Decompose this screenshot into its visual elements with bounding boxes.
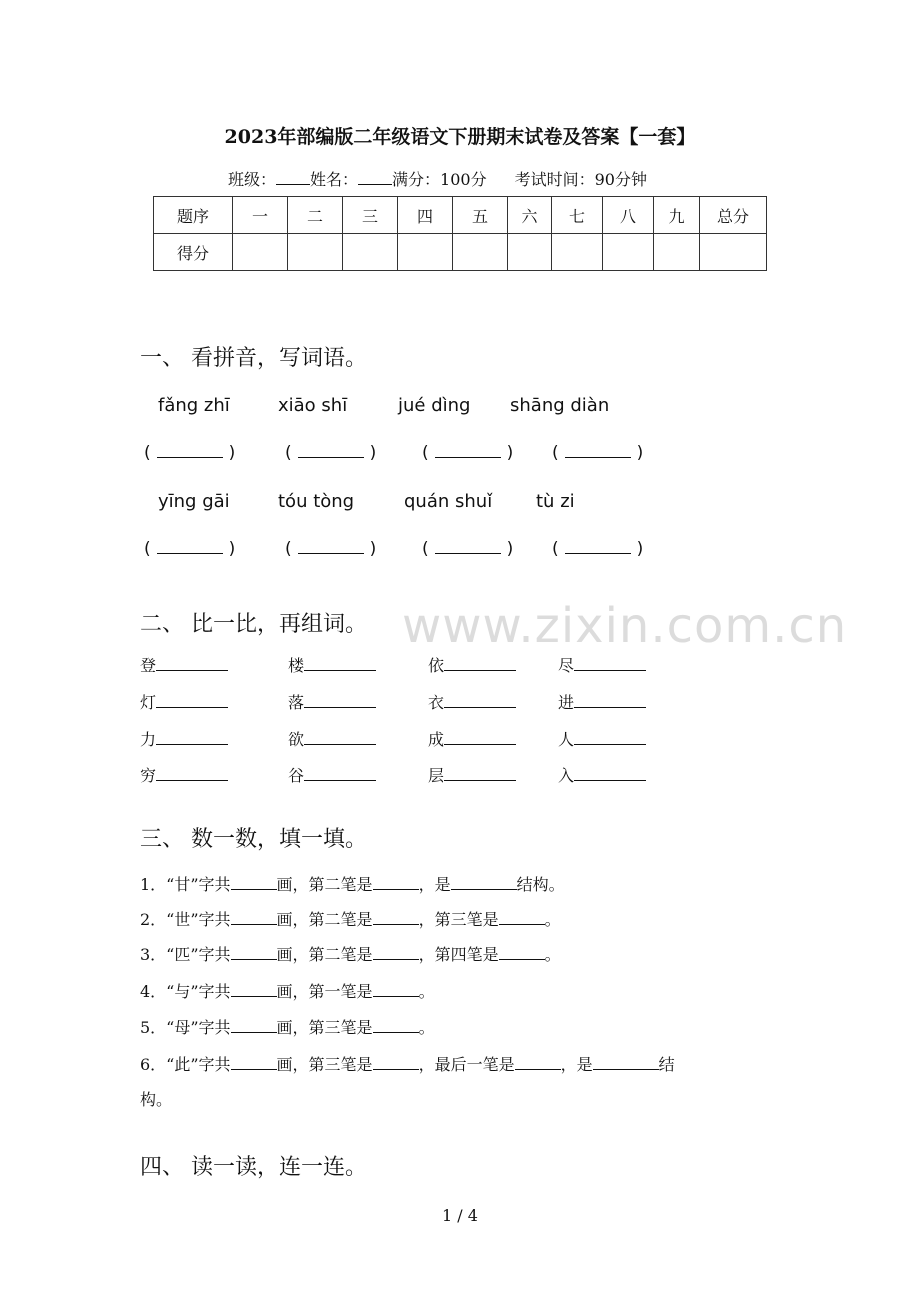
score-label: 满分：100分 xyxy=(392,170,487,189)
table-header-cell: 八 xyxy=(603,197,654,234)
pinyin-item: tóu tòng xyxy=(278,491,355,512)
compare-char: 人 xyxy=(558,730,575,749)
score-table xyxy=(153,196,767,271)
watermark: www.zixin.com.cn xyxy=(402,598,848,654)
compare-item xyxy=(140,727,228,750)
score-cell[interactable] xyxy=(233,234,288,271)
compare-blank[interactable] xyxy=(304,656,376,671)
paren-close: ) xyxy=(369,539,377,559)
answer-blank[interactable] xyxy=(422,539,513,559)
table-header-cell: 五 xyxy=(453,197,508,234)
compare-item xyxy=(428,763,516,786)
table-header-cell: 三 xyxy=(343,197,398,234)
section4-heading: 四、 读一读，连一连。 xyxy=(140,1155,367,1180)
name-blank[interactable] xyxy=(358,170,392,185)
answer-blank[interactable] xyxy=(373,945,419,960)
compare-blank[interactable] xyxy=(156,693,228,708)
answer-blank[interactable] xyxy=(231,945,277,960)
answer-blank[interactable] xyxy=(451,875,517,890)
compare-blank[interactable] xyxy=(574,766,646,781)
answer-blank[interactable] xyxy=(515,1055,561,1070)
compare-item xyxy=(288,653,376,676)
table-header-cell: 九 xyxy=(654,197,700,234)
compare-char: 灯 xyxy=(140,693,157,712)
compare-char: 登 xyxy=(140,656,157,675)
compare-blank[interactable] xyxy=(444,656,516,671)
compare-char: 入 xyxy=(558,766,575,785)
question-3: 3．“匹”字共 画，第二笔是 ，第四笔是 。 xyxy=(140,945,561,964)
answer-blank[interactable] xyxy=(373,982,419,997)
score-cell[interactable] xyxy=(603,234,654,271)
compare-item xyxy=(558,653,646,676)
answer-blank[interactable] xyxy=(231,1018,277,1033)
paren-open: ( xyxy=(144,443,151,463)
answer-blank[interactable] xyxy=(552,539,643,559)
compare-char: 成 xyxy=(428,730,445,749)
score-table-header-row xyxy=(154,197,767,234)
answer-blank[interactable] xyxy=(285,443,376,463)
pinyin-item: shāng diàn xyxy=(510,395,610,416)
score-table-score-row xyxy=(154,234,767,271)
paren-open: ( xyxy=(552,443,559,463)
compare-blank[interactable] xyxy=(574,730,646,745)
compare-char: 尽 xyxy=(558,656,575,675)
answer-blank[interactable] xyxy=(231,982,277,997)
question-2: 2．“世”字共 画，第二笔是 ，第三笔是 。 xyxy=(140,910,561,929)
answer-blank[interactable] xyxy=(285,539,376,559)
score-cell[interactable] xyxy=(508,234,552,271)
score-cell[interactable] xyxy=(398,234,453,271)
section3-heading: 三、 数一数，填一填。 xyxy=(140,827,367,852)
pinyin-item: fǎng zhī xyxy=(158,395,230,416)
compare-item xyxy=(288,763,376,786)
class-blank[interactable] xyxy=(276,170,310,185)
compare-item xyxy=(140,690,228,713)
score-cell[interactable] xyxy=(654,234,700,271)
table-header-cell: 二 xyxy=(288,197,343,234)
section1-heading: 一、 看拼音，写词语。 xyxy=(140,346,367,371)
compare-item xyxy=(428,727,516,750)
compare-blank[interactable] xyxy=(156,766,228,781)
table-header-cell: 四 xyxy=(398,197,453,234)
page-title: 2023年部编版二年级语文下册期末试卷及答案【一套】 xyxy=(224,126,696,148)
compare-char: 衣 xyxy=(428,693,445,712)
paren-close: ) xyxy=(369,443,377,463)
score-cell[interactable] xyxy=(700,234,767,271)
compare-char: 力 xyxy=(140,730,157,749)
answer-blank[interactable] xyxy=(593,1055,659,1070)
table-header-cell: 总分 xyxy=(700,197,767,234)
question-6: 6．“此”字共 画，第三笔是 ，最后一笔是 ，是 结 xyxy=(140,1055,675,1074)
compare-char: 楼 xyxy=(288,656,305,675)
compare-item xyxy=(558,727,646,750)
paren-close: ) xyxy=(228,539,236,559)
question-6-continued: 构。 xyxy=(140,1090,173,1109)
paren-open: ( xyxy=(422,539,429,559)
paren-open: ( xyxy=(144,539,151,559)
compare-item xyxy=(558,763,646,786)
compare-blank[interactable] xyxy=(574,693,646,708)
compare-item xyxy=(288,690,376,713)
page-number: 1 / 4 xyxy=(442,1206,478,1225)
section2-heading: 二、 比一比，再组词。 xyxy=(140,612,367,637)
compare-blank[interactable] xyxy=(156,656,228,671)
pinyin-item: yīng gāi xyxy=(158,491,230,512)
compare-char: 谷 xyxy=(288,766,305,785)
answer-blank[interactable] xyxy=(499,945,545,960)
pinyin-item: xiāo shī xyxy=(278,395,348,416)
answer-blank[interactable] xyxy=(231,875,277,890)
answer-blank[interactable] xyxy=(231,910,277,925)
answer-blank[interactable] xyxy=(231,1055,277,1070)
exam-meta xyxy=(228,167,647,190)
answer-blank[interactable] xyxy=(499,910,545,925)
table-header-cell: 题序 xyxy=(154,197,233,234)
pinyin-item: quán shuǐ xyxy=(404,491,493,512)
paren-close: ) xyxy=(506,443,514,463)
answer-blank[interactable] xyxy=(422,443,513,463)
compare-item xyxy=(558,690,646,713)
score-cell[interactable] xyxy=(552,234,603,271)
answer-blank[interactable] xyxy=(552,443,643,463)
score-cell[interactable] xyxy=(343,234,398,271)
compare-item xyxy=(428,653,516,676)
class-label: 班级： xyxy=(228,170,277,189)
compare-blank[interactable] xyxy=(444,730,516,745)
compare-blank[interactable] xyxy=(444,693,516,708)
paren-open: ( xyxy=(552,539,559,559)
paren-open: ( xyxy=(285,539,292,559)
question-1: 1．“甘”字共 画，第二笔是 ，是 结构。 xyxy=(140,875,565,894)
compare-char: 穷 xyxy=(140,766,157,785)
compare-blank[interactable] xyxy=(574,656,646,671)
score-cell[interactable] xyxy=(453,234,508,271)
compare-blank[interactable] xyxy=(304,693,376,708)
score-row-label: 得分 xyxy=(154,234,233,271)
name-label: 姓名： xyxy=(310,170,359,189)
compare-item xyxy=(288,727,376,750)
pinyin-item: tù zi xyxy=(536,491,575,512)
answer-blank[interactable] xyxy=(373,1055,419,1070)
table-header-cell: 一 xyxy=(233,197,288,234)
question-4: 4．“与”字共 画，第一笔是 。 xyxy=(140,982,435,1001)
compare-char: 欲 xyxy=(288,730,305,749)
compare-char: 依 xyxy=(428,656,445,675)
question-5: 5．“母”字共 画，第三笔是 。 xyxy=(140,1018,435,1037)
paren-open: ( xyxy=(285,443,292,463)
answer-blank[interactable] xyxy=(144,539,235,559)
answer-blank[interactable] xyxy=(373,1018,419,1033)
paren-open: ( xyxy=(422,443,429,463)
compare-blank[interactable] xyxy=(156,730,228,745)
table-header-cell: 六 xyxy=(508,197,552,234)
compare-blank[interactable] xyxy=(304,766,376,781)
time-label: 考试时间：90分钟 xyxy=(514,170,647,189)
compare-item xyxy=(140,763,228,786)
paren-close: ) xyxy=(636,539,644,559)
compare-blank[interactable] xyxy=(444,766,516,781)
compare-item xyxy=(140,653,228,676)
paren-close: ) xyxy=(228,443,236,463)
answer-blank[interactable] xyxy=(144,443,235,463)
compare-char: 进 xyxy=(558,693,575,712)
pinyin-item: jué dìng xyxy=(398,395,471,416)
score-cell[interactable] xyxy=(288,234,343,271)
paren-close: ) xyxy=(636,443,644,463)
answer-blank[interactable] xyxy=(373,910,419,925)
compare-char: 落 xyxy=(288,693,305,712)
compare-blank[interactable] xyxy=(304,730,376,745)
paren-close: ) xyxy=(506,539,514,559)
compare-item xyxy=(428,690,516,713)
compare-char: 层 xyxy=(428,766,445,785)
answer-blank[interactable] xyxy=(373,875,419,890)
table-header-cell: 七 xyxy=(552,197,603,234)
